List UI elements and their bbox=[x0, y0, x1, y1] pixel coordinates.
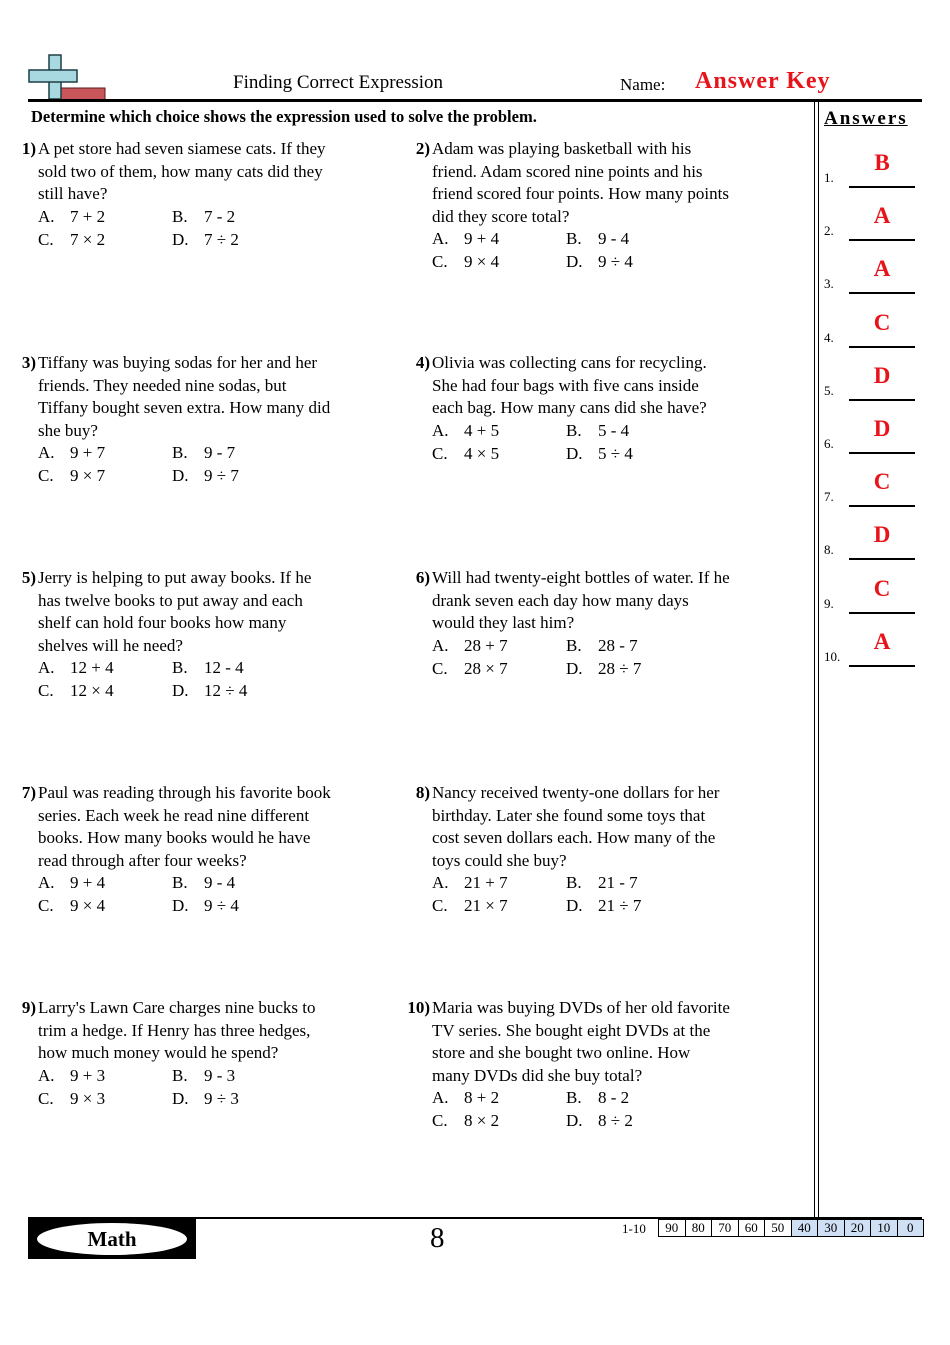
answer-number: 5. bbox=[824, 382, 834, 398]
answer-option bbox=[566, 251, 700, 274]
answer-blank-line bbox=[849, 558, 915, 560]
option-letter: B. bbox=[172, 873, 188, 892]
answer-option bbox=[38, 465, 172, 488]
option-letter: C. bbox=[432, 658, 448, 678]
option-expression: 9 × 4 bbox=[70, 895, 106, 915]
option-letter: A. bbox=[432, 421, 449, 440]
option-expression: 4 × 5 bbox=[464, 443, 500, 463]
score-cell: 40 bbox=[792, 1220, 819, 1237]
option-expression: 9 + 3 bbox=[70, 1066, 106, 1085]
option-expression: 12 ÷ 4 bbox=[204, 680, 248, 700]
question-number: 4) bbox=[415, 353, 430, 372]
name-label: Name: bbox=[620, 75, 666, 94]
option-letter: D. bbox=[566, 443, 583, 463]
score-range-label: 1-10 bbox=[622, 1221, 646, 1236]
option-letter: A. bbox=[38, 658, 55, 677]
question-stem: Paul was reading through his favorite book series. Each week he read nine different books. How many books would he have read through after four weeks? bbox=[38, 783, 331, 870]
option-letter: A. bbox=[432, 229, 449, 248]
question-number: 9) bbox=[21, 998, 36, 1017]
question-number: 2) bbox=[415, 139, 430, 158]
page-number: 8 bbox=[430, 1222, 445, 1254]
score-table bbox=[658, 1219, 924, 1237]
answer-option bbox=[432, 1110, 566, 1133]
answer-blank-line bbox=[849, 612, 915, 614]
answer-row bbox=[824, 414, 920, 454]
question-stem: Olivia was collecting cans for recycling. She had four bags with five cans inside each bag. How many cans did she have? bbox=[432, 353, 707, 417]
option-expression: 7 ÷ 2 bbox=[204, 229, 239, 249]
answer-value: A bbox=[873, 203, 891, 229]
option-letter: D. bbox=[566, 658, 583, 678]
answer-option bbox=[172, 229, 306, 252]
answer-option bbox=[38, 895, 172, 918]
option-expression: 28 + 7 bbox=[464, 636, 508, 655]
option-letter: B. bbox=[172, 207, 188, 226]
option-expression: 12 + 4 bbox=[70, 658, 114, 677]
option-letter: D. bbox=[172, 895, 189, 915]
math-plus-logo bbox=[27, 54, 107, 102]
option-expression: 7 × 2 bbox=[70, 229, 106, 249]
option-letter: B. bbox=[566, 421, 582, 440]
option-letter: B. bbox=[566, 873, 582, 892]
option-letter: D. bbox=[566, 1110, 583, 1130]
score-cell: 0 bbox=[898, 1220, 925, 1237]
option-expression: 21 ÷ 7 bbox=[598, 895, 642, 915]
worksheet-title: Finding Correct Expression bbox=[233, 72, 444, 93]
instructions: Determine which choice shows the expression used to solve the problem. bbox=[31, 107, 537, 126]
option-expression: 9 - 4 bbox=[598, 229, 630, 248]
option-expression: 9 - 3 bbox=[204, 1066, 236, 1085]
answer-value: A bbox=[873, 628, 891, 654]
option-expression: 9 ÷ 4 bbox=[598, 251, 633, 271]
answer-row bbox=[824, 574, 920, 614]
question-stem: Tiffany was buying sodas for her and her friends. They needed nine sodas, but Tiffany bought seven extra. How many did she buy? bbox=[38, 353, 331, 440]
option-letter: A. bbox=[432, 636, 449, 655]
option-letter: C. bbox=[38, 465, 54, 485]
option-expression: 9 ÷ 4 bbox=[204, 895, 239, 915]
answer-number: 6. bbox=[824, 436, 834, 451]
option-letter: B. bbox=[172, 1066, 188, 1085]
answer-option bbox=[172, 206, 306, 229]
answer-option bbox=[172, 895, 306, 918]
option-expression: 28 - 7 bbox=[598, 636, 638, 655]
subject-badge bbox=[28, 1219, 196, 1259]
answer-options bbox=[432, 420, 732, 465]
answer-blank-line bbox=[849, 399, 915, 401]
answer-row bbox=[824, 308, 920, 348]
option-expression: 12 - 4 bbox=[204, 658, 244, 677]
option-letter: C. bbox=[432, 1110, 448, 1130]
option-letter: A. bbox=[432, 873, 449, 892]
answer-row bbox=[824, 627, 920, 667]
option-letter: D. bbox=[172, 1088, 189, 1108]
option-letter: B. bbox=[172, 658, 188, 677]
answer-row bbox=[824, 148, 920, 188]
answer-option bbox=[432, 228, 566, 251]
question-stem: A pet store had seven siamese cats. If they sold two of them, how many cats did they still have? bbox=[38, 139, 326, 203]
header-rule bbox=[28, 99, 922, 102]
option-letter: C. bbox=[38, 895, 54, 915]
answer-blank-line bbox=[849, 292, 915, 294]
option-letter: D. bbox=[172, 680, 189, 700]
question-stem: Adam was playing basketball with his friend. Adam scored nine points and his friend scored four points. How many points did they score total? bbox=[432, 139, 729, 226]
answer-row bbox=[824, 520, 920, 560]
option-expression: 8 - 2 bbox=[598, 1088, 630, 1107]
option-expression: 21 - 7 bbox=[598, 873, 638, 892]
option-letter: B. bbox=[172, 443, 188, 462]
option-expression: 9 - 7 bbox=[204, 443, 236, 462]
option-expression: 9 + 4 bbox=[70, 873, 106, 892]
answer-option bbox=[566, 895, 700, 918]
answer-value: C bbox=[873, 309, 891, 335]
answer-options bbox=[38, 1065, 338, 1110]
answer-blank-line bbox=[849, 452, 915, 454]
option-letter: B. bbox=[566, 636, 582, 655]
score-cell: 60 bbox=[739, 1220, 766, 1237]
answer-options bbox=[38, 206, 338, 251]
option-letter: A. bbox=[38, 873, 55, 892]
answer-option bbox=[38, 1088, 172, 1111]
question-number: 3) bbox=[21, 353, 36, 372]
answer-option bbox=[172, 1065, 306, 1088]
answer-option bbox=[566, 443, 700, 466]
answer-number: 7. bbox=[824, 489, 834, 505]
answer-key-label: Answer Key bbox=[695, 68, 831, 94]
score-cell: 10 bbox=[871, 1220, 898, 1237]
option-expression: 8 ÷ 2 bbox=[598, 1110, 633, 1130]
answer-value: D bbox=[873, 416, 891, 441]
option-letter: D. bbox=[172, 229, 189, 249]
answer-blank-line bbox=[849, 665, 915, 667]
option-expression: 8 × 2 bbox=[464, 1110, 500, 1130]
question-number: 8) bbox=[415, 783, 430, 802]
answer-option bbox=[432, 420, 566, 443]
answer-number: 1. bbox=[824, 170, 834, 185]
answer-option bbox=[566, 228, 700, 251]
answer-number: 10. bbox=[824, 648, 841, 664]
option-letter: C. bbox=[432, 251, 448, 271]
score-cell: 50 bbox=[765, 1220, 792, 1237]
option-expression: 5 ÷ 4 bbox=[598, 443, 633, 463]
subject-label: Math bbox=[37, 1223, 187, 1255]
question-number: 6) bbox=[415, 568, 430, 587]
answer-value: C bbox=[873, 575, 891, 601]
option-expression: 12 × 4 bbox=[70, 680, 114, 700]
answer-options bbox=[432, 635, 732, 680]
answer-row bbox=[824, 201, 920, 241]
option-letter: D. bbox=[172, 465, 189, 485]
option-expression: 8 + 2 bbox=[464, 1088, 500, 1107]
answer-blank-line bbox=[849, 505, 915, 507]
answer-row bbox=[824, 467, 920, 507]
answer-value: D bbox=[873, 362, 891, 388]
answer-options bbox=[432, 872, 732, 917]
option-expression: 4 + 5 bbox=[464, 421, 500, 440]
answer-option bbox=[38, 872, 172, 895]
option-letter: A. bbox=[432, 1088, 449, 1107]
answer-option bbox=[38, 680, 172, 703]
answer-option bbox=[172, 465, 306, 488]
answer-option bbox=[172, 657, 306, 680]
answer-row bbox=[824, 254, 920, 294]
answer-option bbox=[38, 1065, 172, 1088]
option-expression: 9 × 4 bbox=[464, 251, 500, 271]
option-expression: 9 + 4 bbox=[464, 229, 500, 248]
option-letter: C. bbox=[38, 1088, 54, 1108]
question-stem: Will had twenty-eight bottles of water. If he drank seven each day how many days would they last him? bbox=[432, 568, 730, 632]
answer-option bbox=[566, 1110, 700, 1133]
option-letter: D. bbox=[566, 251, 583, 271]
answer-number: 9. bbox=[824, 595, 834, 611]
answer-value: B bbox=[874, 150, 890, 175]
answer-options bbox=[38, 657, 338, 702]
answer-blank-line bbox=[849, 239, 915, 241]
answer-options bbox=[432, 228, 732, 273]
option-expression: 5 - 4 bbox=[598, 421, 630, 440]
answer-option bbox=[38, 442, 172, 465]
option-expression: 9 - 4 bbox=[204, 873, 236, 892]
score-cell: 90 bbox=[659, 1220, 686, 1237]
answer-number: 2. bbox=[824, 223, 834, 239]
option-expression: 28 ÷ 7 bbox=[598, 658, 642, 678]
score-cell: 20 bbox=[845, 1220, 872, 1237]
answer-blank-line bbox=[849, 186, 915, 188]
option-letter: C. bbox=[38, 229, 54, 249]
score-cell: 70 bbox=[712, 1220, 739, 1237]
option-expression: 9 ÷ 7 bbox=[204, 465, 239, 485]
option-expression: 9 × 3 bbox=[70, 1088, 106, 1108]
option-expression: 21 + 7 bbox=[464, 873, 508, 892]
answer-number: 3. bbox=[824, 276, 834, 292]
option-letter: C. bbox=[38, 680, 54, 700]
option-letter: D. bbox=[566, 895, 583, 915]
answer-option bbox=[172, 1088, 306, 1111]
option-letter: B. bbox=[566, 229, 582, 248]
answer-option bbox=[172, 442, 306, 465]
question-stem: Jerry is helping to put away books. If he has twelve books to put away and each shelf can hold four books how many shelves will he need? bbox=[38, 568, 312, 655]
answer-number: 4. bbox=[824, 329, 834, 345]
answer-blank-line bbox=[849, 346, 915, 348]
answer-option bbox=[432, 895, 566, 918]
answer-options bbox=[432, 1087, 732, 1132]
answer-number: 8. bbox=[824, 542, 834, 558]
answer-row bbox=[824, 361, 920, 401]
answer-option bbox=[566, 420, 700, 443]
option-letter: C. bbox=[432, 443, 448, 463]
question-number: 5) bbox=[21, 568, 36, 587]
answer-option bbox=[566, 635, 700, 658]
option-letter: B. bbox=[566, 1088, 582, 1107]
answers-title: Answers bbox=[824, 108, 908, 129]
answer-options bbox=[38, 442, 338, 487]
option-expression: 28 × 7 bbox=[464, 658, 508, 678]
answer-option bbox=[566, 658, 700, 681]
question-number: 7) bbox=[21, 783, 36, 802]
option-expression: 9 + 7 bbox=[70, 443, 106, 462]
answer-option bbox=[38, 229, 172, 252]
answer-option bbox=[432, 443, 566, 466]
answer-option bbox=[38, 206, 172, 229]
answer-option bbox=[432, 251, 566, 274]
answer-option bbox=[432, 658, 566, 681]
answer-value: A bbox=[873, 256, 891, 282]
column-divider bbox=[814, 102, 819, 1217]
option-expression: 9 × 7 bbox=[70, 465, 106, 485]
score-cell: 80 bbox=[686, 1220, 713, 1237]
answer-options bbox=[38, 872, 338, 917]
answer-option bbox=[172, 872, 306, 895]
option-letter: A. bbox=[38, 1066, 55, 1085]
question-stem: Maria was buying DVDs of her old favorite TV series. She bought eight DVDs at the store and she bought two online. How many DVDs did she buy total? bbox=[432, 998, 730, 1085]
question-number: 10) bbox=[407, 998, 430, 1017]
answer-option bbox=[172, 680, 306, 703]
option-letter: A. bbox=[38, 443, 55, 462]
answer-option bbox=[38, 657, 172, 680]
option-letter: C. bbox=[432, 895, 448, 915]
answer-value: D bbox=[873, 522, 891, 548]
option-expression: 9 ÷ 3 bbox=[204, 1088, 239, 1108]
answer-value: C bbox=[873, 469, 891, 495]
question-stem: Nancy received twenty-one dollars for her birthday. Later she found some toys that cost seven dollars each. How many of the toys could she buy? bbox=[432, 783, 720, 870]
option-expression: 7 - 2 bbox=[204, 207, 236, 226]
question-number: 1) bbox=[21, 139, 36, 158]
option-expression: 21 × 7 bbox=[464, 895, 508, 915]
answer-option bbox=[566, 1087, 700, 1110]
question-stem: Larry's Lawn Care charges nine bucks to trim a hedge. If Henry has three hedges, how much money would he spend? bbox=[38, 998, 316, 1062]
option-letter: A. bbox=[38, 207, 55, 226]
answer-option bbox=[432, 872, 566, 895]
answer-option bbox=[566, 872, 700, 895]
option-expression: 7 + 2 bbox=[70, 207, 106, 226]
score-cell: 30 bbox=[818, 1220, 845, 1237]
answer-option bbox=[432, 635, 566, 658]
answer-option bbox=[432, 1087, 566, 1110]
